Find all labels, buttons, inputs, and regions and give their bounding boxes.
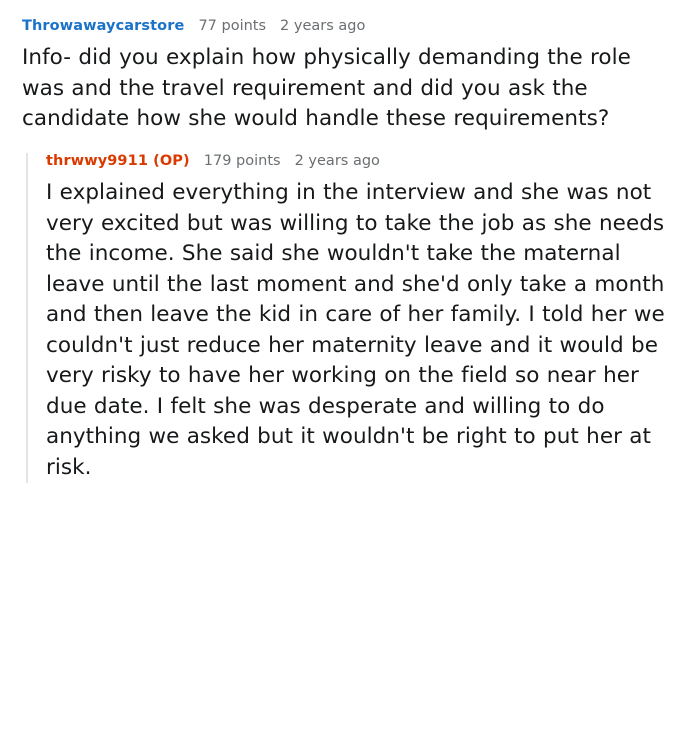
comment-timestamp: 2 years ago: [280, 18, 366, 34]
comment-reply: [26, 153, 678, 484]
comment-meta: [22, 18, 678, 35]
reply-body: I explained everything in the interview and she was not very excited but was willing to take the job as she needs the income. She said she wouldn't take the maternal leave until the last moment and she'd only take a month and then leave the kid in care of her family. I told her we couldn't just reduce her maternity leave and it would be very risky to have her working on the field so near her due date. I felt she was desperate and willing to do anything we asked but it wouldn't be right to put her at risk.: [46, 180, 665, 480]
reply-author-link[interactable]: thrwwy9911 (OP): [46, 152, 190, 169]
reply-timestamp: 2 years ago: [294, 152, 380, 169]
reply-meta: [46, 153, 678, 170]
comment-author-link[interactable]: Throwawaycarstore: [22, 18, 185, 34]
reply-points: 179 points: [203, 152, 281, 169]
comment-top-level: [22, 18, 678, 135]
comment-body: Info- did you explain how physically demanding the role was and the travel requirement and did you ask the candidate how she would handle these requirements?: [22, 45, 631, 132]
comment-points: 77 points: [198, 18, 267, 34]
